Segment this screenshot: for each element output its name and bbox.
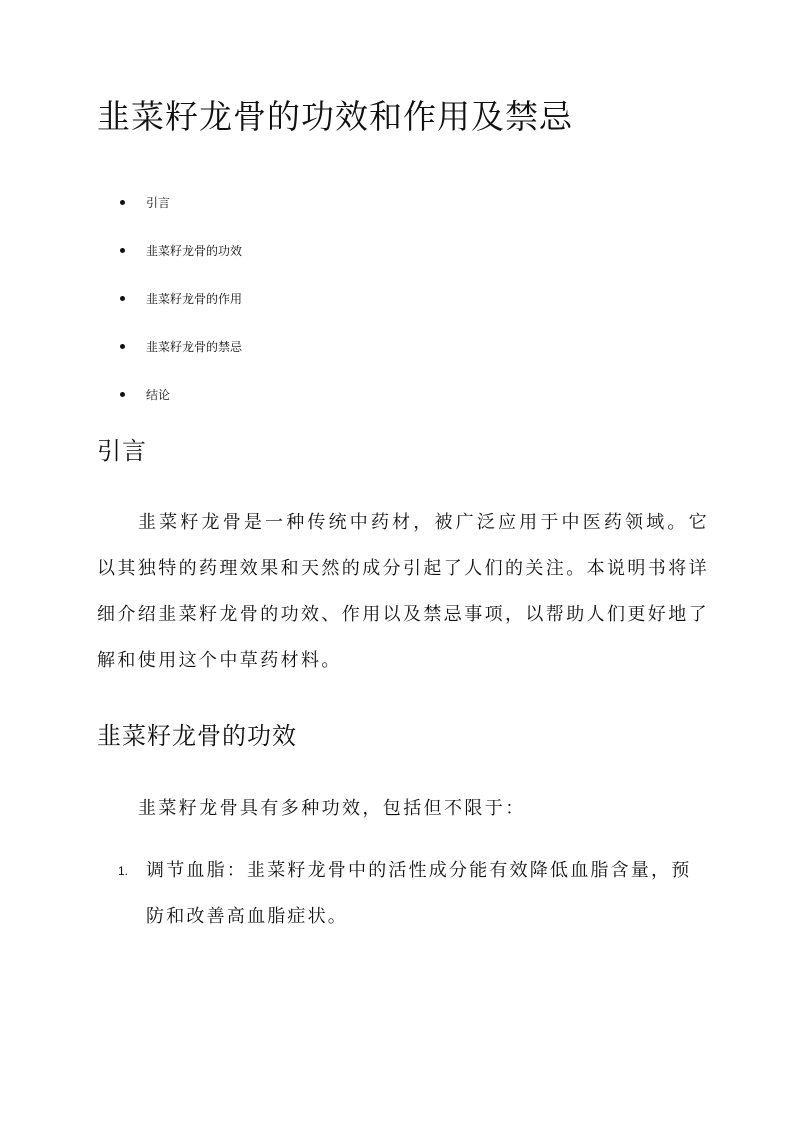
list-item-text: 调节血脂：韭菜籽龙骨中的活性成分能有效降低血脂含量，预防和改善高血脂症状。 xyxy=(146,860,692,927)
intro-paragraph: 韭菜籽龙骨是一种传统中药材，被广泛应用于中医药领域。它以其独特的药理效果和天然的成分引起了人们的关注。本说明书将详细介绍韭菜籽龙骨的功效、作用以及禁忌事项，以帮助人们更好地了解和使用这个中草药材料。 xyxy=(97,512,709,671)
efficacy-paragraph: 韭菜籽龙骨具有多种功效，包括但不限于： xyxy=(138,798,526,819)
bullet-icon xyxy=(120,296,125,301)
toc-item-label: 韭菜籽龙骨的功效 xyxy=(146,244,243,258)
toc-item-intro[interactable] xyxy=(0,181,242,229)
toc-item-label: 结论 xyxy=(146,388,171,402)
section-heading-intro: 引言 xyxy=(97,437,147,465)
table-of-contents xyxy=(0,181,242,421)
bullet-icon xyxy=(120,248,125,253)
toc-item-label: 韭菜籽龙骨的作用 xyxy=(146,292,243,306)
list-item-number: 1. xyxy=(118,864,129,878)
toc-item-label: 韭菜籽龙骨的禁忌 xyxy=(146,340,243,354)
toc-item-contraindications[interactable] xyxy=(0,325,242,373)
section-heading-efficacy: 韭菜籽龙骨的功效 xyxy=(97,722,297,750)
document-title: 韭菜籽龙骨的功效和作用及禁忌 xyxy=(97,97,573,136)
toc-item-label: 引言 xyxy=(146,196,171,210)
list-item xyxy=(0,848,706,940)
efficacy-list xyxy=(0,848,706,940)
bullet-icon xyxy=(120,200,125,205)
toc-item-efficacy[interactable] xyxy=(0,229,242,277)
bullet-icon xyxy=(120,392,125,397)
toc-item-conclusion[interactable] xyxy=(0,373,242,421)
bullet-icon xyxy=(120,344,125,349)
toc-item-function[interactable] xyxy=(0,277,242,325)
